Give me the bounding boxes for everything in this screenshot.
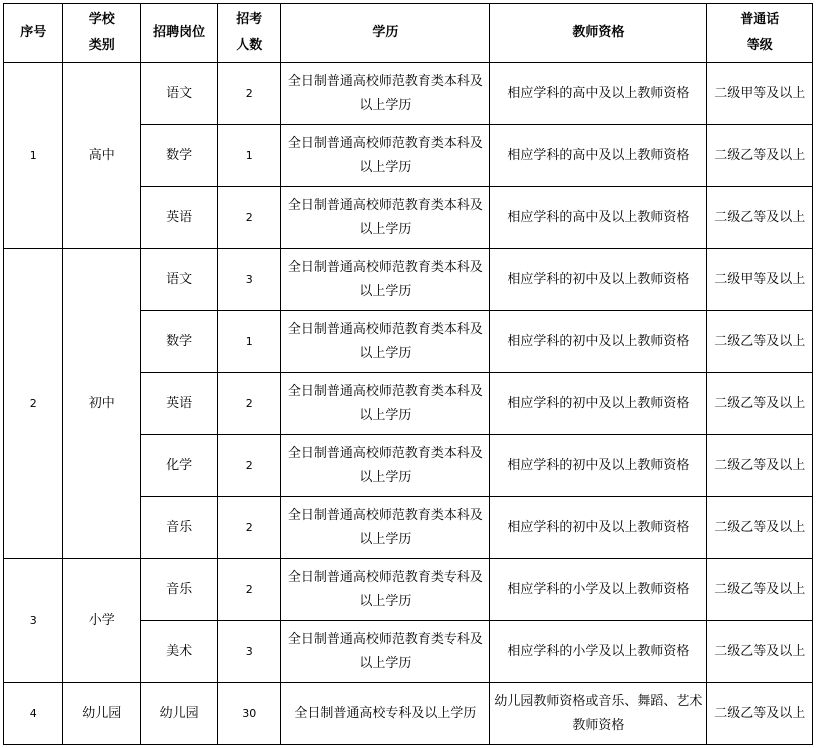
education-cell: 全日制普通高校师范教育类本科及以上学历 [281, 249, 490, 311]
position-cell: 语文 [141, 249, 218, 311]
position-cell: 数学 [141, 125, 218, 187]
group-index: 2 [4, 249, 63, 559]
education-cell: 全日制普通高校师范教育类本科及以上学历 [281, 63, 490, 125]
education-cell: 全日制普通高校师范教育类专科及以上学历 [281, 621, 490, 683]
position-cell: 化学 [141, 435, 218, 497]
education-cell: 全日制普通高校师范教育类专科及以上学历 [281, 559, 490, 621]
mandarin-cell: 二级乙等及以上 [707, 621, 813, 683]
header-count [218, 4, 281, 63]
qualification-cell: 相应学科的初中及以上教师资格 [490, 373, 707, 435]
count-cell: 2 [218, 435, 281, 497]
group-index: 1 [4, 63, 63, 249]
header-school-type-line1: 学校 [88, 12, 115, 27]
header-row [4, 4, 813, 63]
qualification-cell: 相应学科的初中及以上教师资格 [490, 497, 707, 559]
qualification-cell: 相应学科的高中及以上教师资格 [490, 125, 707, 187]
group-index: 3 [4, 559, 63, 683]
position-cell: 语文 [141, 63, 218, 125]
header-qualification: 教师资格 [490, 4, 707, 63]
count-cell: 2 [218, 63, 281, 125]
table-row [4, 249, 813, 311]
mandarin-cell: 二级甲等及以上 [707, 249, 813, 311]
education-cell: 全日制普通高校师范教育类本科及以上学历 [281, 373, 490, 435]
qualification-cell: 相应学科的小学及以上教师资格 [490, 559, 707, 621]
education-cell: 全日制普通高校师范教育类本科及以上学历 [281, 435, 490, 497]
education-cell: 全日制普通高校师范教育类本科及以上学历 [281, 497, 490, 559]
header-mandarin-line1: 普通话 [740, 12, 780, 27]
qualification-cell: 相应学科的初中及以上教师资格 [490, 311, 707, 373]
education-cell: 全日制普通高校师范教育类本科及以上学历 [281, 125, 490, 187]
mandarin-cell: 二级乙等及以上 [707, 559, 813, 621]
qualification-cell: 相应学科的高中及以上教师资格 [490, 187, 707, 249]
count-cell: 2 [218, 187, 281, 249]
header-position: 招聘岗位 [141, 4, 218, 63]
header-mandarin-line2: 等级 [746, 38, 773, 53]
header-mandarin [707, 4, 813, 63]
position-cell: 美术 [141, 621, 218, 683]
school-type: 幼儿园 [63, 683, 141, 745]
header-index: 序号 [4, 4, 63, 63]
qualification-cell: 相应学科的初中及以上教师资格 [490, 435, 707, 497]
position-cell: 英语 [141, 373, 218, 435]
header-school-type-line2: 类别 [88, 38, 115, 53]
count-cell: 2 [218, 373, 281, 435]
table-row [4, 683, 813, 745]
position-cell: 音乐 [141, 497, 218, 559]
header-school-type [63, 4, 141, 63]
group-index: 4 [4, 683, 63, 745]
qualification-cell: 幼儿园教师资格或音乐、舞蹈、艺术教师资格 [490, 683, 707, 745]
mandarin-cell: 二级乙等及以上 [707, 311, 813, 373]
count-cell: 30 [218, 683, 281, 745]
mandarin-cell: 二级甲等及以上 [707, 63, 813, 125]
education-cell: 全日制普通高校专科及以上学历 [281, 683, 490, 745]
header-count-line2: 人数 [236, 38, 263, 53]
school-type: 小学 [63, 559, 141, 683]
qualification-cell: 相应学科的高中及以上教师资格 [490, 63, 707, 125]
position-cell: 音乐 [141, 559, 218, 621]
education-cell: 全日制普通高校师范教育类本科及以上学历 [281, 187, 490, 249]
mandarin-cell: 二级乙等及以上 [707, 125, 813, 187]
mandarin-cell: 二级乙等及以上 [707, 435, 813, 497]
header-education: 学历 [281, 4, 490, 63]
qualification-cell: 相应学科的初中及以上教师资格 [490, 249, 707, 311]
school-type: 初中 [63, 249, 141, 559]
mandarin-cell: 二级乙等及以上 [707, 683, 813, 745]
position-cell: 英语 [141, 187, 218, 249]
school-type: 高中 [63, 63, 141, 249]
table-row [4, 559, 813, 621]
count-cell: 1 [218, 311, 281, 373]
position-cell: 数学 [141, 311, 218, 373]
mandarin-cell: 二级乙等及以上 [707, 373, 813, 435]
education-cell: 全日制普通高校师范教育类本科及以上学历 [281, 311, 490, 373]
count-cell: 2 [218, 559, 281, 621]
position-cell: 幼儿园 [141, 683, 218, 745]
header-count-line1: 招考 [236, 12, 263, 27]
count-cell: 1 [218, 125, 281, 187]
count-cell: 3 [218, 249, 281, 311]
recruitment-table [3, 3, 813, 745]
count-cell: 3 [218, 621, 281, 683]
table-row [4, 63, 813, 125]
mandarin-cell: 二级乙等及以上 [707, 187, 813, 249]
qualification-cell: 相应学科的小学及以上教师资格 [490, 621, 707, 683]
count-cell: 2 [218, 497, 281, 559]
mandarin-cell: 二级乙等及以上 [707, 497, 813, 559]
